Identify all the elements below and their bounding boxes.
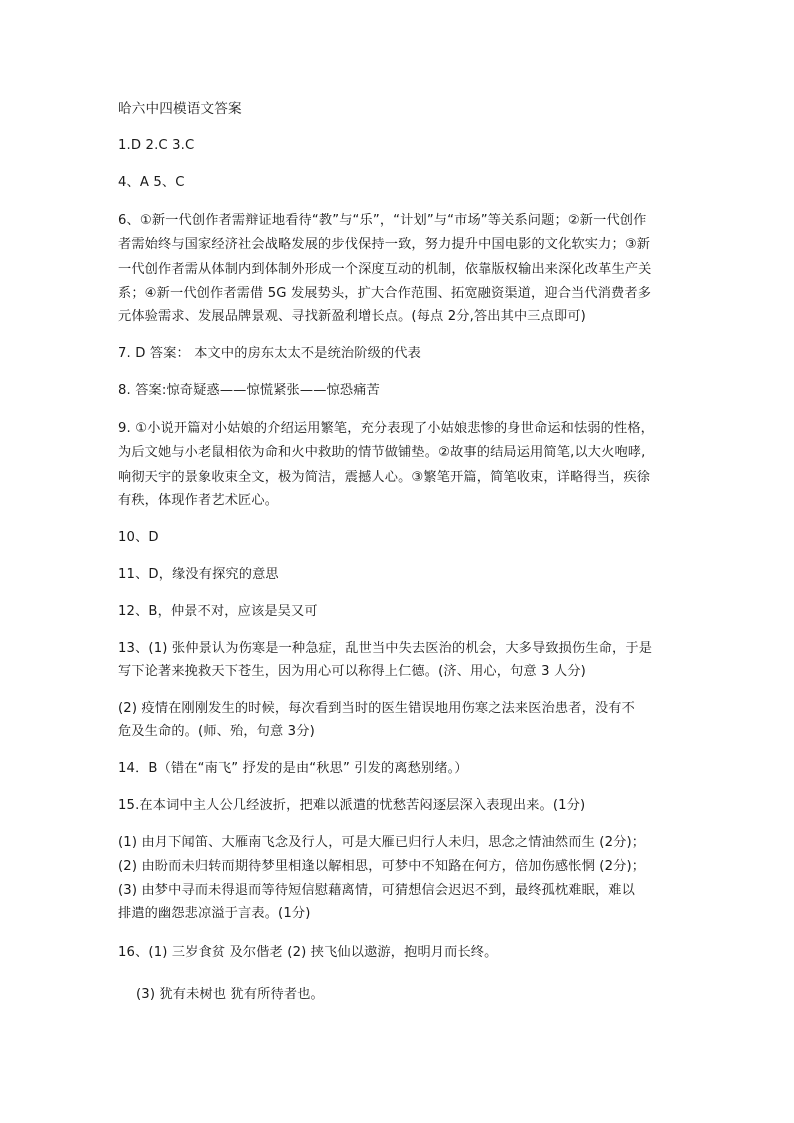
answer-line-4-5: 4、A 5、C	[118, 175, 185, 190]
answer-13-1-line-1: 13、(1) 张仲景认为伤寒是一种急症，乱世当中失去医治的机会，大多导致损伤生命，于是	[118, 641, 653, 656]
answer-14: 14．B（错在“南飞” 抒发的是由“秋思” 引发的离愁别绪。）	[118, 761, 468, 776]
answer-15-intro: 15.在本词中主人公几经波折，把难以派遣的忧愁苦闷逐层深入表现出来。(1分)	[118, 798, 586, 813]
answer-15-point-2: (2) 由盼而未归转而期待梦里相逢以解相思，可梦中不知路在何方，倍加伤感怅惘 (2分)；	[118, 859, 646, 874]
answer-15-point-3-line-2: 排遣的幽怨悲凉溢于言表。(1分)	[118, 906, 311, 921]
answer-6-line-4: 系；④新一代创作者需借 5G 发展势头，扩大合作范围、拓宽融资渠道，迎合当代消费者多	[118, 286, 652, 301]
answer-6-line-2: 者需始终与国家经济社会战略发展的步伐保持一致，努力提升中国电影的文化软实力；③新	[118, 237, 651, 252]
answer-13-1-line-2: 写下论著来挽救天下苍生，因为用心可以称得上仁德。(济、用心，句意 3 人分)	[118, 664, 586, 679]
answer-13-2-line-2: 危及生命的。(师、殆，句意 3分)	[118, 724, 315, 739]
answer-6-line-3: 一代创作者需从体制内到体制外形成一个深度互动的机制，依靠版权输出来深化改革生产关	[118, 262, 652, 277]
answer-9-line-2: 为后文她与小老鼠相依为命和火中救助的情节做铺垫。②故事的结局运用简笔,以大火咆哮,	[118, 445, 646, 460]
answer-16-line-1: 16、(1) 三岁食贫 及尔偕老 (2) 挟飞仙以遨游，抱明月而长终。	[118, 945, 498, 960]
document-title: 哈六中四模语文答案	[118, 101, 242, 117]
answer-10: 10、D	[118, 530, 159, 545]
answer-11: 11、D，缘没有探究的意思	[118, 567, 279, 582]
answer-6-line-1: 6、①新一代创作者需辩证地看待“教”与“乐”，“计划”与“市场”等关系问题；②新一代创作	[118, 213, 647, 228]
answer-15-point-1: (1) 由月下闻笛、大雁南飞念及行人，可是大雁已归行人未归，思念之情油然而生 (2分)；	[118, 835, 646, 850]
answer-9-line-4: 有秩，体现作者艺术匠心。	[118, 493, 279, 508]
answer-line-1-3: 1.D 2.C 3.C	[118, 138, 195, 153]
answer-6-line-5: 元体验需求、发展品牌景观、寻找新盈利增长点。(每点 2分,答出其中三点即可)	[118, 309, 586, 324]
answer-13-2-line-1: (2) 疫情在刚刚发生的时候，每次看到当时的医生错误地用伤寒之法来医治患者，没有不	[118, 701, 635, 716]
answer-9-line-3: 响彻天宇的景象收束全文，极为简洁，震撼人心。③繁笔开篇，简笔收束，详略得当，疾徐	[118, 470, 651, 485]
answer-8: 8. 答案:惊奇疑惑——惊慌紧张——惊恐痛苦	[118, 383, 380, 398]
answer-12: 12、B，仲景不对，应该是吴又可	[118, 604, 318, 619]
answer-7: 7. D 答案： 本文中的房东太太不是统治阶级的代表	[118, 346, 421, 361]
answer-15-point-3-line-1: (3) 由梦中寻而未得退而等待短信慰藉离情，可猜想信会迟迟不到，最终孤枕难眠，难以	[118, 883, 635, 898]
answer-16-line-2: (3) 犹有未树也 犹有所待者也。	[136, 987, 324, 1002]
answer-9-line-1: 9. ①小说开篇对小姑娘的介绍运用繁笔，充分表现了小姑娘悲惨的身世命运和怯弱的性格，	[118, 421, 655, 436]
